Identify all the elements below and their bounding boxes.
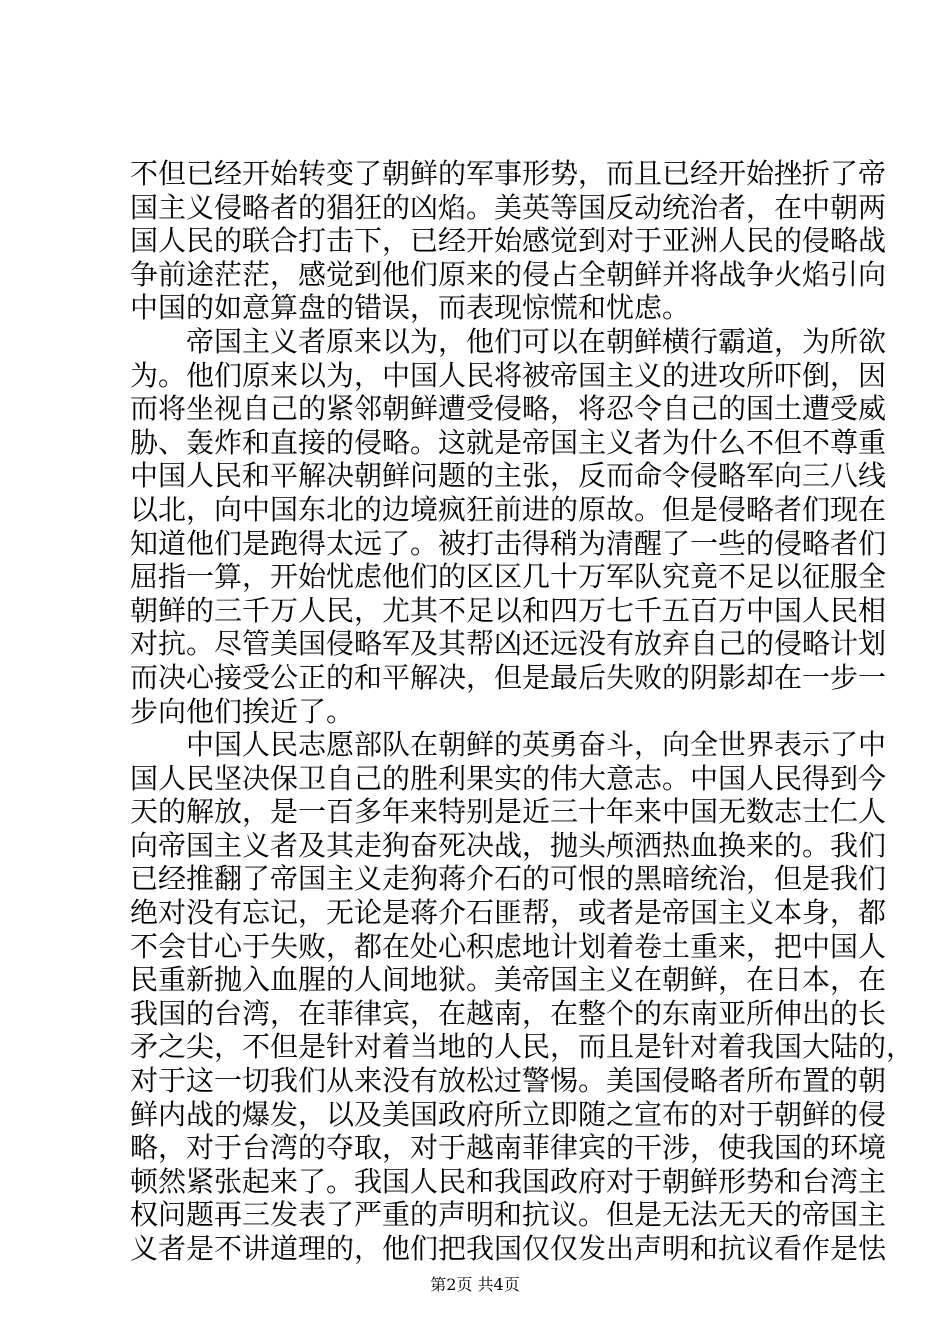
text-line: 朝鲜的三千万人民，尤其不足以和四万七千五百万中国人民相 xyxy=(130,593,887,627)
text-line: 已经推翻了帝国主义走狗蒋介石的可恨的黑暗统治，但是我们 xyxy=(130,862,887,896)
text-line: 略，对于台湾的夺取，对于越南菲律宾的干涉，使我国的环境 xyxy=(130,1131,887,1165)
text-line: 鲜内战的爆发，以及美国政府所立即随之宣布的对于朝鲜的侵 xyxy=(130,1097,887,1131)
text-line: 顿然紧张起来了。我国人民和我国政府对于朝鲜形势和台湾主 xyxy=(130,1164,887,1198)
page-number-footer: 第2页 共4页 xyxy=(430,1275,520,1294)
text-line: 中国的如意算盘的错误，而表现惊慌和忧虑。 xyxy=(130,291,691,325)
paragraph-2 xyxy=(130,324,887,728)
text-line: 义者是不讲道理的，他们把我国仅仅发出声明和抗议看作是怯 xyxy=(130,1232,887,1265)
text-line: 步向他们挨近了。 xyxy=(130,694,355,728)
text-line: 为。他们原来以为，中国人民将被帝国主义的进攻所吓倒，因 xyxy=(130,358,887,392)
paragraph-3 xyxy=(130,728,915,1266)
text-line: 争前途茫茫，感觉到他们原来的侵占全朝鲜并将战争火焰引向 xyxy=(130,257,887,291)
text-line: 国主义侵略者的猖狂的凶焰。美英等国反动统治者，在中朝两 xyxy=(130,190,887,224)
text-line: 国人民的联合打击下，已经开始感觉到对于亚洲人民的侵略战 xyxy=(130,224,887,258)
text-line: 民重新抛入血腥的人间地狱。美帝国主义在朝鲜，在日本，在 xyxy=(130,963,887,997)
text-line: 屈指一算，开始忧虑他们的区区几十万军队究竟不足以征服全 xyxy=(130,560,887,594)
text-line: 不会甘心于失败，都在处心积虑地计划着卷土重来，把中国人 xyxy=(130,929,887,963)
text-line: 权问题再三发表了严重的声明和抗议。但是无法无天的帝国主 xyxy=(130,1198,887,1232)
body-text xyxy=(130,157,915,1266)
text-line: 而将坐视自己的紧邻朝鲜遭受侵略，将忍令自己的国土遭受威 xyxy=(130,392,887,426)
text-line: 以北，向中国东北的边境疯狂前进的原故。但是侵略者们现在 xyxy=(130,492,887,526)
text-line: 绝对没有忘记，无论是蒋介石匪帮，或者是帝国主义本身，都 xyxy=(130,896,887,930)
text-line: 对于这一切我们从来没有放松过警惕。美国侵略者所布置的朝 xyxy=(130,1064,887,1098)
text-line: 向帝国主义者及其走狗奋死决战，抛头颅洒热血换来的。我们 xyxy=(130,828,887,862)
text-line: 我国的台湾，在菲律宾，在越南，在整个的东南亚所伸出的长 xyxy=(130,996,887,1030)
text-line: 中国人民志愿部队在朝鲜的英勇奋斗，向全世界表示了中 xyxy=(186,728,887,762)
text-line: 对抗。尽管美国侵略军及其帮凶还远没有放弃自己的侵略计划 xyxy=(130,627,887,661)
text-line: 而决心接受公正的和平解决，但是最后失败的阴影却在一步一 xyxy=(130,660,887,694)
text-line: 知道他们是跑得太远了。被打击得稍为清醒了一些的侵略者们 xyxy=(130,526,887,560)
text-line: 中国人民和平解决朝鲜问题的主张，反而命令侵略军向三八线 xyxy=(130,459,887,493)
text-line: 不但已经开始转变了朝鲜的军事形势，而且已经开始挫折了帝 xyxy=(130,157,887,190)
text-line: 帝国主义者原来以为，他们可以在朝鲜横行霸道，为所欲 xyxy=(186,324,887,358)
paragraph-1 xyxy=(130,157,887,325)
text-line: 矛之尖，不但是针对着当地的人民，而且是针对着我国大陆的， xyxy=(130,1030,915,1064)
text-line: 胁、轰炸和直接的侵略。这就是帝国主义者为什么不但不尊重 xyxy=(130,425,887,459)
text-line: 国人民坚决保卫自己的胜利果实的伟大意志。中国人民得到今 xyxy=(130,761,887,795)
text-line: 天的解放，是一百多年来特别是近三十年来中国无数志士仁人 xyxy=(130,795,887,829)
